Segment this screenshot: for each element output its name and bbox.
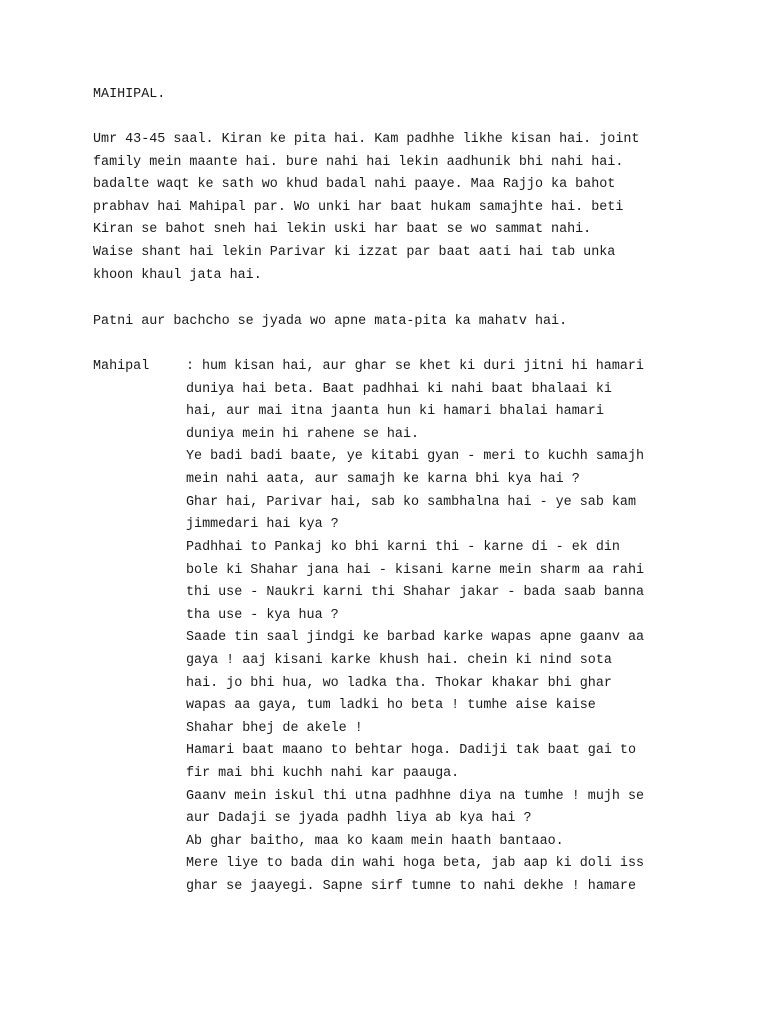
description-line: prabhav hai Mahipal par. Wo unki har baat hukam samajhte hai. beti (93, 200, 624, 215)
dialogue-line: bole ki Shahar jana hai - kisani karne mein sharm aa rahi (186, 563, 645, 578)
dialogue-line: jimmedari hai kya ? (186, 517, 339, 532)
description-line: Waise shant hai lekin Parivar ki izzat par baat aati hai tab unka (93, 245, 616, 260)
dialogue-line: aur Dadaji se jyada padhh liya ab kya hai ? (186, 811, 532, 826)
character-heading: MAIHIPAL. (93, 87, 166, 102)
dialogue-line: hai. jo bhi hua, wo ladka tha. Thokar khakar bhi ghar (186, 676, 612, 691)
dialogue-line: duniya hai beta. Baat padhhai ki nahi baat bhalaai ki (186, 382, 612, 397)
description-line: Kiran se bahot sneh hai lekin uski har baat se wo sammat nahi. (93, 222, 592, 237)
dialogue-line: duniya mein hi rahene se hai. (186, 427, 420, 442)
dialogue-line: Ghar hai, Parivar hai, sab ko sambhalna hai - ye sab kam (186, 495, 636, 510)
speaker-name: Mahipal (93, 359, 150, 374)
dialogue-line: ghar se jaayegi. Sapne sirf tumne to nahi dekhe ! hamare (186, 879, 636, 894)
dialogue-line: Ab ghar baitho, maa ko kaam mein haath bantaao. (186, 834, 564, 849)
dialogue-line: Mere liye to bada din wahi hoga beta, jab aap ki doli iss (186, 856, 645, 871)
speaker-colon: : (186, 359, 195, 374)
dialogue-line: Hamari baat maano to behtar hoga. Dadiji tak baat gai to (186, 743, 636, 758)
dialogue-line: wapas aa gaya, tum ladki ho beta ! tumhe aise kaise (186, 698, 596, 713)
dialogue-line: mein nahi aata, aur samajh ke karna bhi kya hai ? (186, 472, 580, 487)
character-note: Patni aur bachcho se jyada wo apne mata-pita ka mahatv hai. (93, 314, 568, 329)
dialogue-line: Gaanv mein iskul thi utna padhhne diya na tumhe ! mujh se (186, 789, 645, 804)
dialogue-line: hai, aur mai itna jaanta hun ki hamari bhalai hamari (186, 404, 604, 419)
dialogue-line: hum kisan hai, aur ghar se khet ki duri jitni hi hamari (202, 359, 644, 374)
dialogue-line: tha use - kya hua ? (186, 608, 339, 623)
description-line: Umr 43-45 saal. Kiran ke pita hai. Kam padhhe likhe kisan hai. joint (93, 132, 640, 147)
dialogue-line: Ye badi badi baate, ye kitabi gyan - meri to kuchh samajh (186, 449, 645, 464)
dialogue-line: gaya ! aaj kisani karke khush hai. chein ki nind sota (186, 653, 612, 668)
description-line: khoon khaul jata hai. (93, 268, 262, 283)
description-line: badalte waqt ke sath wo khud badal nahi paaye. Maa Rajjo ka bahot (93, 177, 616, 192)
dialogue-line: fir mai bhi kuchh nahi kar paauga. (186, 766, 460, 781)
dialogue-line: Shahar bhej de akele ! (186, 721, 363, 736)
dialogue-line: thi use - Naukri karni thi Shahar jakar - bada saab banna (186, 585, 645, 600)
dialogue-line: Saade tin saal jindgi ke barbad karke wapas apne gaanv aa (186, 630, 645, 645)
description-line: family mein maante hai. bure nahi hai lekin aadhunik bhi nahi hai. (93, 155, 624, 170)
dialogue-line: Padhhai to Pankaj ko bhi karni thi - karne di - ek din (186, 540, 620, 555)
